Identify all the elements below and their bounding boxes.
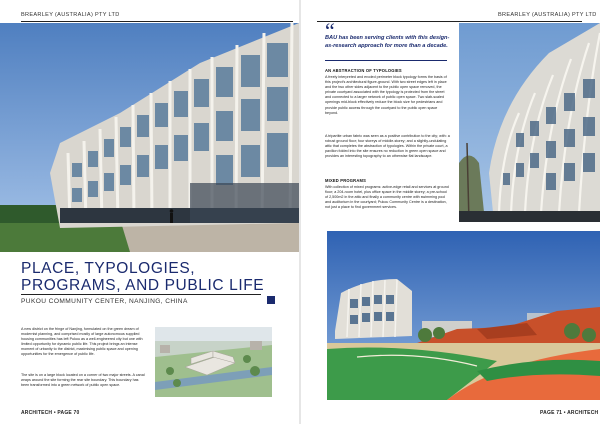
left-header-rule	[21, 21, 293, 22]
section-heading-typologies: AN ABSTRACTION OF TYPOLOGIES	[325, 68, 402, 73]
right-page-header: BREARLEY (AUSTRALIA) PTY LTD	[498, 12, 597, 18]
site-aerial-rendering	[155, 327, 272, 397]
quote-rule	[325, 60, 447, 61]
page-gutter	[299, 0, 301, 424]
typologies-paragraph-1: A freely interpreted and eroded perimeter block typology forms the basis of this project's architectural figure-ground. With two street edges left in place and the two other sides adjacent to the public open space removed, the private courtyard associated with the typology is protected from the street and connected to a larger network of public open space. Two slab-scaled openings mid-block effectively reduce the block size for pedestrians and provide public access through the courtyard to the public open space beyond.	[325, 75, 447, 115]
curved-facade-photo	[459, 23, 600, 222]
programs-paragraph: With collection of mixed programs: active-edge retail and services at ground floor; a 204-room hotel, plus office space in the middle storey; a pre-school of 2,500m2 in the attic and finally a community centre with swimming pool and auditorium in the courtyard; Pukou Community Centre is a destination, not just a place to find government services.	[325, 185, 449, 210]
courtyard-pavilion-photo	[327, 231, 600, 400]
left-page-header: BREARLEY (AUSTRALIA) PTY LTD	[21, 12, 120, 18]
article-subtitle: PUKOU COMMUNITY CENTER, NANJING, CHINA	[21, 298, 188, 305]
quote-mark-icon: “	[325, 18, 335, 43]
accent-square	[267, 296, 275, 304]
title-rule	[21, 294, 261, 295]
right-header-rule	[317, 21, 582, 22]
left-paragraph-1: A new district on the fringe of Nanjing, formulated on the green dream of modernist planning, and comprised mostly of large autonomous supplied housing communities has left Pukou as a well-engineered city but one with limited opportunity for dynamic public life. This project brings an intense moment of urbanity to the district, maximising public space and opening opportunities for the emergence of public life.	[21, 327, 143, 357]
pull-quote: BAU has been serving clients with this design-as-research approach for more than a decade.	[325, 35, 450, 49]
article-title: PLACE, TYPOLOGIES, PROGRAMS, AND PUBLIC LIFE	[21, 260, 265, 294]
right-footer: PAGE 71 • ARCHITECH	[540, 410, 599, 416]
building-facade-photo	[0, 23, 299, 252]
section-heading-programs: MIXED PROGRAMS	[325, 178, 367, 183]
left-footer: ARCHITECH • PAGE 70	[21, 410, 80, 416]
left-paragraph-2: The site is on a large block located on a corner of two major streets. A canal wraps around the site forming the rear site boundary. This boundary has been transformed into a green network of public open space.	[21, 373, 145, 388]
typologies-paragraph-2: A tripartite urban fabric was seen as a positive contribution to the city; with: a robust ground floor; four storeys of middle-storey; and a slightly-undulating attic that completes the abstraction of typologies. Within the private court, a pavilion folded into the site ensures no reduction in green open space and provides an interesting topography to an otherwise flat landscape.	[325, 134, 450, 159]
